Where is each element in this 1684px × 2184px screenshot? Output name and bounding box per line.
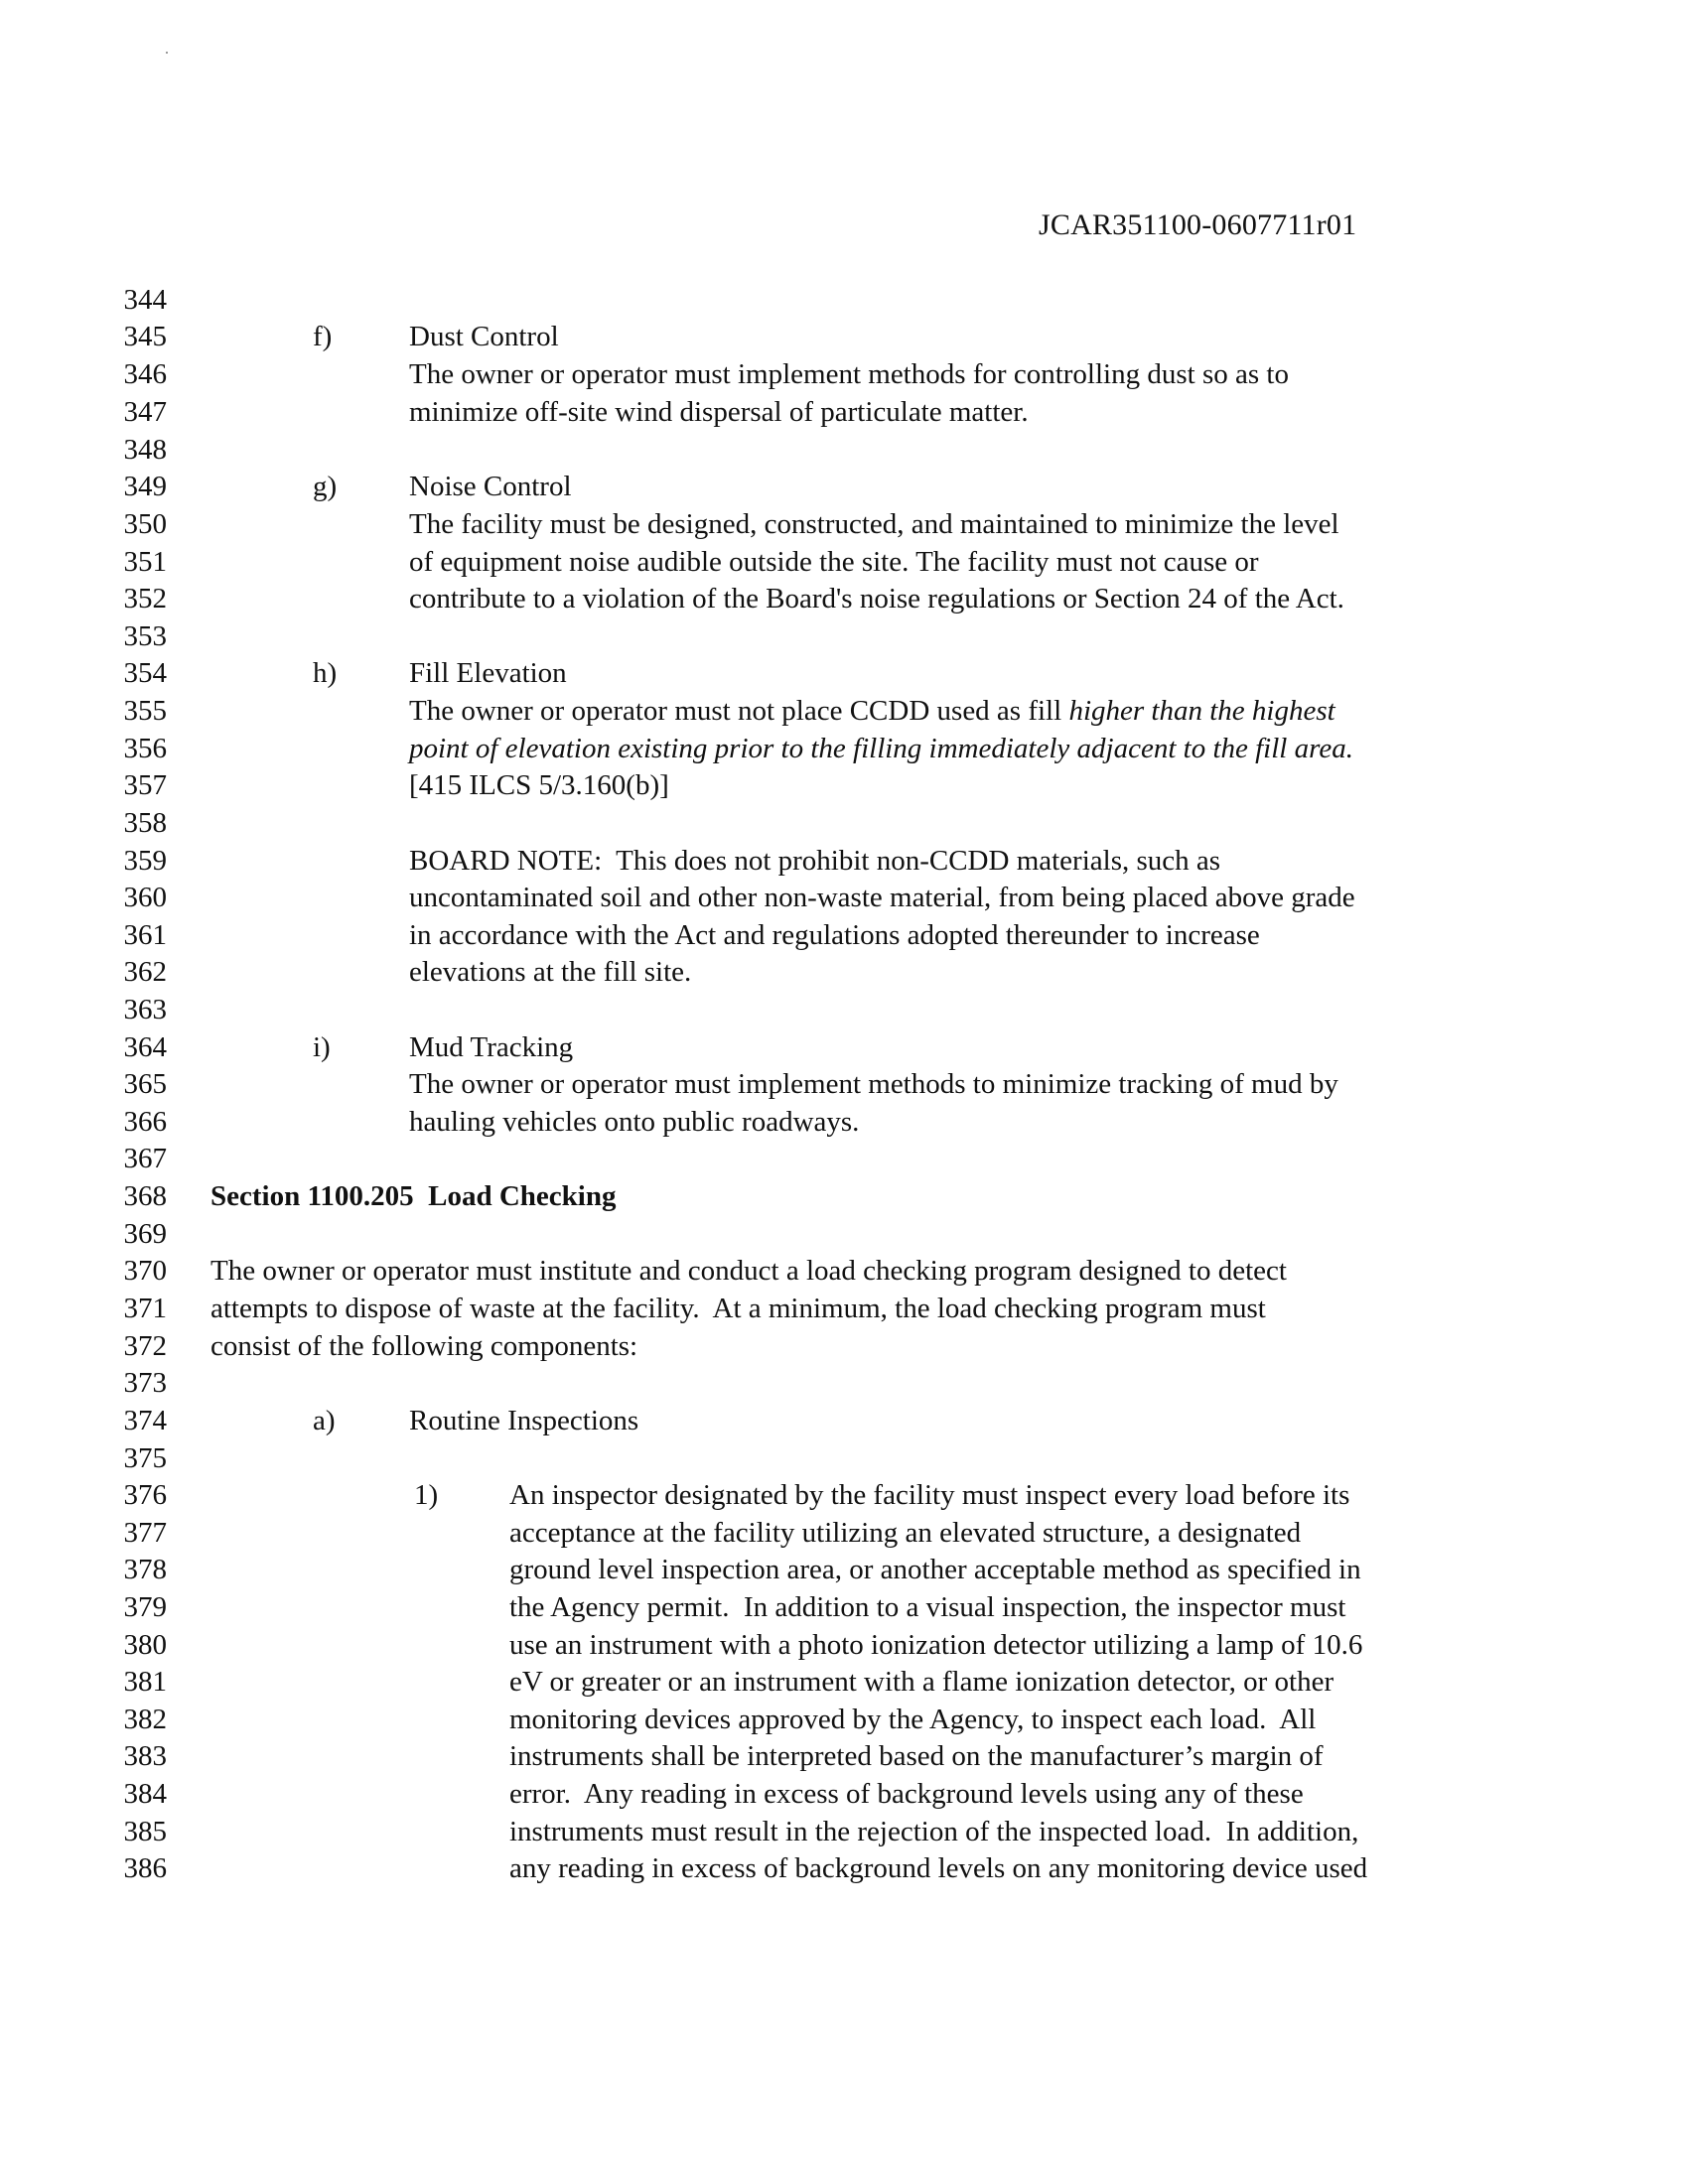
- body-text: instruments shall be interpreted based on the manufacturer’s margin of: [509, 1740, 1324, 1772]
- board-note: elevations at the fill site.: [409, 956, 692, 988]
- body-text: acceptance at the facility utilizing an elevated structure, a designated: [509, 1517, 1302, 1549]
- line-364: [0, 1028, 1684, 1066]
- line-number: 386: [123, 1852, 167, 1884]
- line-number: 383: [123, 1740, 167, 1772]
- line-373: [0, 1364, 1684, 1402]
- line-358: [0, 804, 1684, 842]
- line-362: [0, 953, 1684, 991]
- body-text: The owner or operator must implement methods for controlling dust so as to: [409, 358, 1289, 390]
- line-number: 378: [123, 1554, 167, 1585]
- board-note: uncontaminated soil and other non-waste material, from being placed above grade: [409, 882, 1355, 913]
- line-number: 385: [123, 1816, 167, 1847]
- line-number: 346: [123, 358, 167, 390]
- line-number: 363: [123, 994, 167, 1025]
- line-384: [0, 1775, 1684, 1813]
- item-marker: i): [313, 1031, 331, 1063]
- body-text: consist of the following components:: [210, 1330, 638, 1362]
- line-number: 369: [123, 1218, 167, 1250]
- body-text: [409, 692, 1335, 730]
- body-text: error. Any reading in excess of background levels using any of these: [509, 1778, 1304, 1810]
- line-353: [0, 617, 1684, 655]
- line-361: [0, 916, 1684, 954]
- line-356: [0, 730, 1684, 767]
- line-366: [0, 1103, 1684, 1141]
- item-marker: a): [313, 1405, 336, 1436]
- document-id: JCAR351100-0607711r01: [1039, 208, 1357, 241]
- line-number: 352: [123, 583, 167, 614]
- line-370: [0, 1252, 1684, 1290]
- item-marker: f): [313, 321, 333, 352]
- body-text: minimize off-site wind dispersal of particulate matter.: [409, 396, 1029, 428]
- line-number: 361: [123, 919, 167, 951]
- line-number: 368: [123, 1180, 167, 1212]
- body-text: use an instrument with a photo ionization detector utilizing a lamp of 10.6: [509, 1629, 1363, 1661]
- body-text: of equipment noise audible outside the site. The facility must not cause or: [409, 546, 1259, 578]
- item-marker: g): [313, 471, 338, 502]
- line-382: [0, 1701, 1684, 1738]
- line-number: 381: [123, 1666, 167, 1698]
- board-note: in accordance with the Act and regulations adopted thereunder to increase: [409, 919, 1260, 951]
- line-347: [0, 393, 1684, 431]
- quoted-statute-text: higher than the highest: [1068, 695, 1335, 727]
- board-note: BOARD NOTE: This does not prohibit non-CCDD materials, such as: [409, 845, 1221, 877]
- line-number: 379: [123, 1591, 167, 1623]
- citation: [415 ILCS 5/3.160(b)]: [409, 769, 669, 801]
- line-372: [0, 1327, 1684, 1365]
- line-365: [0, 1065, 1684, 1103]
- line-number: 347: [123, 396, 167, 428]
- line-355: [0, 692, 1684, 730]
- line-number: 377: [123, 1517, 167, 1549]
- line-360: [0, 879, 1684, 916]
- line-349: [0, 468, 1684, 505]
- line-345: [0, 318, 1684, 355]
- body-text: any reading in excess of background levels on any monitoring device used: [509, 1852, 1368, 1884]
- subitem-marker: 1): [414, 1479, 439, 1511]
- line-359: [0, 842, 1684, 880]
- item-heading: Fill Elevation: [409, 657, 567, 689]
- line-number: 366: [123, 1106, 167, 1138]
- line-number: 351: [123, 546, 167, 578]
- line-number: 358: [123, 807, 167, 839]
- item-marker: h): [313, 657, 338, 689]
- line-350: [0, 505, 1684, 543]
- line-369: [0, 1215, 1684, 1253]
- line-number: 344: [123, 284, 167, 316]
- item-heading: Mud Tracking: [409, 1031, 574, 1063]
- line-378: [0, 1551, 1684, 1588]
- line-number: 371: [123, 1293, 167, 1324]
- line-379: [0, 1588, 1684, 1626]
- section-heading: Section 1100.205 Load Checking: [210, 1180, 617, 1212]
- line-357: [0, 766, 1684, 804]
- line-380: [0, 1626, 1684, 1664]
- line-number: 380: [123, 1629, 167, 1661]
- line-number: 355: [123, 695, 167, 727]
- line-number: 365: [123, 1068, 167, 1100]
- line-number: 367: [123, 1143, 167, 1174]
- line-374: [0, 1402, 1684, 1439]
- line-375: [0, 1439, 1684, 1477]
- line-number: 384: [123, 1778, 167, 1810]
- line-385: [0, 1813, 1684, 1850]
- line-number: 382: [123, 1704, 167, 1735]
- item-heading: Noise Control: [409, 471, 572, 502]
- line-number: 373: [123, 1367, 167, 1399]
- line-number: 348: [123, 434, 167, 466]
- line-number: 359: [123, 845, 167, 877]
- line-number: 374: [123, 1405, 167, 1436]
- line-number: 372: [123, 1330, 167, 1362]
- line-number: 357: [123, 769, 167, 801]
- line-number: 349: [123, 471, 167, 502]
- line-354: [0, 654, 1684, 692]
- body-text: ground level inspection area, or another acceptable method as specified in: [509, 1554, 1361, 1585]
- body-text: The owner or operator must implement methods to minimize tracking of mud by: [409, 1068, 1338, 1100]
- line-377: [0, 1514, 1684, 1552]
- line-number: 362: [123, 956, 167, 988]
- line-367: [0, 1140, 1684, 1177]
- body-text: The facility must be designed, constructed, and maintained to minimize the level: [409, 508, 1339, 540]
- line-371: [0, 1290, 1684, 1327]
- body-text: monitoring devices approved by the Agency, to inspect each load. All: [509, 1704, 1317, 1735]
- line-376: [0, 1476, 1684, 1514]
- line-383: [0, 1737, 1684, 1775]
- line-number: 353: [123, 620, 167, 652]
- line-number: 360: [123, 882, 167, 913]
- item-heading: Dust Control: [409, 321, 559, 352]
- item-heading: Routine Inspections: [409, 1405, 639, 1436]
- plain-text: The owner or operator must not place CCDD used as fill: [409, 695, 1069, 727]
- body-text: An inspector designated by the facility must inspect every load before its: [509, 1479, 1350, 1511]
- line-368: [0, 1177, 1684, 1215]
- body-text: contribute to a violation of the Board's noise regulations or Section 24 of the Act.: [409, 583, 1344, 614]
- line-351: [0, 543, 1684, 581]
- line-363: [0, 991, 1684, 1028]
- scan-speck: [166, 52, 168, 54]
- quoted-statute-text: point of elevation existing prior to the filling immediately adjacent to the fill area.: [409, 733, 1353, 764]
- line-348: [0, 431, 1684, 469]
- body-text: hauling vehicles onto public roadways.: [409, 1106, 860, 1138]
- line-number: 375: [123, 1442, 167, 1474]
- body-text: The owner or operator must institute and conduct a load checking program designed to detect: [210, 1255, 1287, 1287]
- line-352: [0, 580, 1684, 617]
- line-number: 356: [123, 733, 167, 764]
- line-number: 370: [123, 1255, 167, 1287]
- line-number: 376: [123, 1479, 167, 1511]
- line-number: 345: [123, 321, 167, 352]
- body-text: attempts to dispose of waste at the facility. At a minimum, the load checking program must: [210, 1293, 1266, 1324]
- body-text: the Agency permit. In addition to a visual inspection, the inspector must: [509, 1591, 1346, 1623]
- line-381: [0, 1663, 1684, 1701]
- line-386: [0, 1849, 1684, 1887]
- line-346: [0, 355, 1684, 393]
- line-number: 350: [123, 508, 167, 540]
- line-344: [0, 281, 1684, 319]
- line-number: 364: [123, 1031, 167, 1063]
- body-text: eV or greater or an instrument with a flame ionization detector, or other: [509, 1666, 1334, 1698]
- body-text: instruments must result in the rejection of the inspected load. In addition,: [509, 1816, 1359, 1847]
- line-number: 354: [123, 657, 167, 689]
